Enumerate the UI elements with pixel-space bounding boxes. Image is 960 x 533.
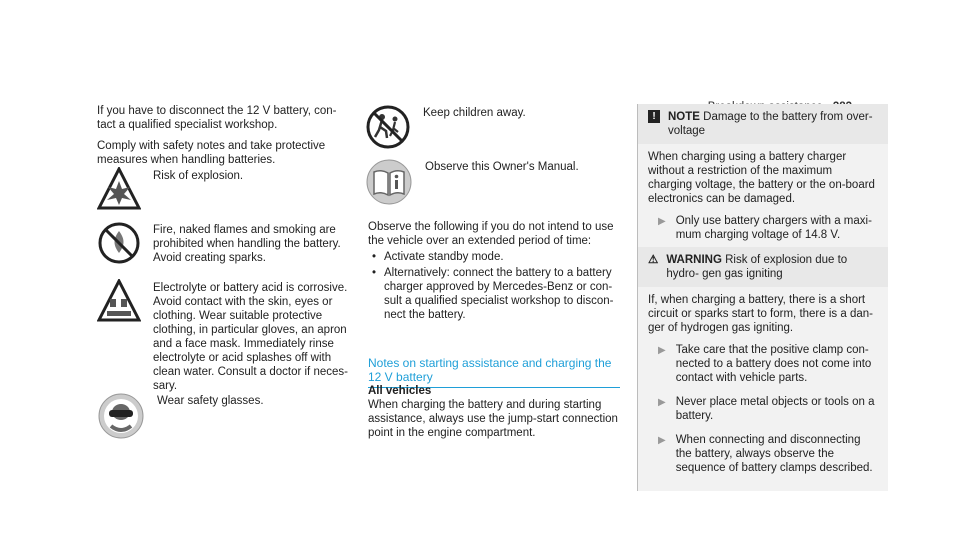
- warning-step: [658, 343, 878, 385]
- note-body: [638, 144, 888, 258]
- warning-step: [658, 395, 878, 423]
- column-left: [97, 104, 349, 174]
- symbol-row-children: [365, 104, 620, 150]
- step-text: When connecting and disconnecting the battery, always observe the sequence of battery clamps described.: [675, 434, 873, 474]
- warning-text: If, when charging a battery, there is a short circuit or sparks start to form, there is a dan- ger of hydrogen gas igniting.: [648, 294, 873, 334]
- warning-step: [658, 433, 878, 475]
- warning-header: [638, 247, 888, 287]
- exclamation-icon: !: [648, 110, 660, 123]
- step-text: Never place metal objects or tools on a battery.: [675, 396, 875, 422]
- symbol-text-explosion: Risk of explosion.: [153, 170, 244, 182]
- symbol-row-explosion: [97, 167, 355, 211]
- subsection-heading: All vehicles: [368, 385, 432, 397]
- symbol-row-no-fire: [97, 221, 355, 265]
- note-box: [637, 104, 888, 258]
- symbol-row-safety-glasses: [97, 392, 355, 440]
- list-item: • Alternatively: connect the battery to a battery charger approved by Mercedes-Benz or con- sult a qualified specialist workshop to discon- nect the battery.: [384, 266, 618, 322]
- symbol-text-safety-glasses: Wear safety glasses.: [157, 395, 264, 407]
- note-text: When charging using a battery charger without a restriction of the maximum charging voltage, the battery or the on-board electronics can be damaged.: [648, 151, 875, 205]
- step-text: Only use battery chargers with a maxi- mum charging voltage of 14.8 V.: [675, 215, 872, 241]
- section-heading: Notes on starting assistance and charging the 12 V battery: [368, 356, 620, 388]
- all-vehicles-block: [368, 384, 618, 440]
- warning-box: [637, 247, 888, 491]
- keep-children-away-icon: [365, 104, 411, 150]
- no-fire-icon: [97, 221, 141, 265]
- step-arrow-icon: ▶: [658, 345, 666, 356]
- note-step: [658, 214, 878, 242]
- corrosive-warning-icon: [97, 279, 141, 323]
- symbol-row-manual: [365, 158, 620, 206]
- safety-glasses-icon: [97, 392, 145, 440]
- list-item: • Activate standby mode.: [384, 250, 618, 264]
- symbol-row-corrosive: [97, 279, 355, 393]
- symbol-text-corrosive: Electrolyte or battery acid is corrosive. Avoid contact with the skin, eyes or clothing. Wear suitable protective clothing, in particular gloves, an apron and a face mask. Immediately rinse electrolyte or acid splashes off with clean water. Consult a doctor if neces- sary.: [153, 282, 348, 392]
- observe-paragraph: Observe the following if you do not intend to use the vehicle over an extended period of time:: [368, 221, 614, 247]
- subsection-text: When charging the battery and during starting assistance, always use the jump-start connection point in the engine compartment.: [368, 399, 618, 439]
- intro-paragraph-1: If you have to disconnect the 12 V battery, con- tact a qualified specialist workshop.: [97, 105, 337, 131]
- symbol-text-manual: Observe this Owner's Manual.: [425, 161, 579, 173]
- symbol-text-no-fire: Fire, naked flames and smoking are prohibited when handling the battery. Avoid creating sparks.: [153, 224, 341, 264]
- symbol-text-children: Keep children away.: [423, 107, 526, 119]
- step-arrow-icon: ▶: [658, 435, 666, 446]
- owners-manual-icon: [365, 158, 413, 206]
- warning-title: Risk of explosion due to hydro- gen gas igniting: [666, 254, 848, 280]
- warning-triangle-icon: ⚠: [648, 254, 659, 266]
- explosion-warning-icon: [97, 167, 141, 211]
- intro-paragraph-2: Comply with safety notes and take protective measures when handling batteries.: [97, 140, 326, 166]
- observe-list: [368, 250, 618, 322]
- step-arrow-icon: ▶: [658, 216, 666, 227]
- step-arrow-icon: ▶: [658, 397, 666, 408]
- observe-block: [368, 220, 618, 324]
- warning-label: WARNING: [666, 254, 722, 266]
- step-text: Take care that the positive clamp con- nected to a battery does not come into contact with vehicle parts.: [675, 344, 872, 384]
- note-title: Damage to the battery from over- voltage: [668, 111, 873, 137]
- warning-body: [638, 287, 888, 491]
- note-header: [638, 104, 888, 144]
- note-label: NOTE: [668, 111, 700, 123]
